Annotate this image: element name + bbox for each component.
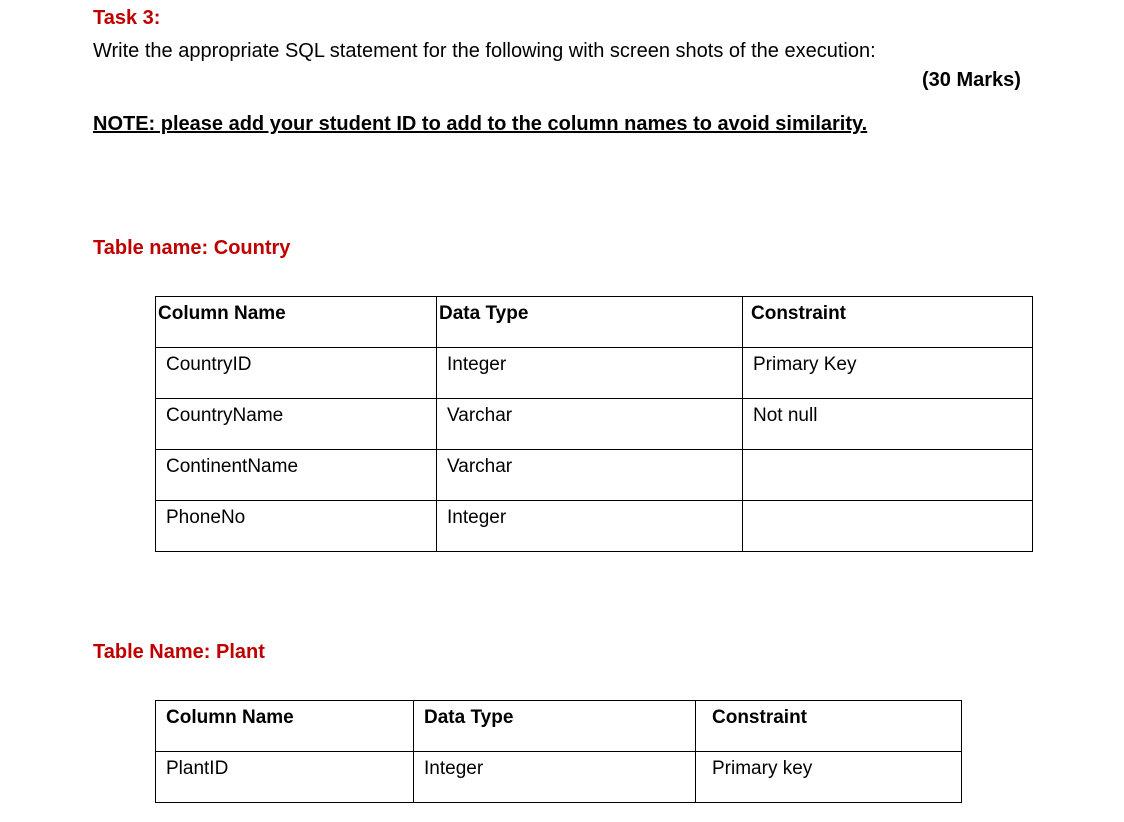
header-cell: Column Name bbox=[156, 701, 414, 752]
table-cell: Primary key bbox=[696, 752, 962, 803]
table-row bbox=[156, 399, 1033, 450]
table-cell: Primary Key bbox=[743, 348, 1033, 399]
table-cell: ContinentName bbox=[156, 450, 437, 501]
country-table bbox=[155, 296, 1033, 552]
table-header-row bbox=[156, 297, 1033, 348]
table-cell: Integer bbox=[437, 501, 743, 552]
header-cell: Data Type bbox=[437, 297, 743, 348]
header-cell: Column Name bbox=[156, 297, 437, 348]
table-row bbox=[156, 450, 1033, 501]
note-text: NOTE: please add your student ID to add to the column names to avoid similarity. bbox=[93, 113, 868, 135]
task-title: Task 3: bbox=[93, 7, 161, 29]
country-table-title: Table name: Country bbox=[93, 237, 291, 259]
plant-table bbox=[155, 700, 962, 803]
table-cell bbox=[743, 450, 1033, 501]
table-cell: PlantID bbox=[156, 752, 414, 803]
table-cell bbox=[743, 501, 1033, 552]
table-header-row bbox=[156, 701, 962, 752]
table-cell: Integer bbox=[414, 752, 696, 803]
table-cell: PhoneNo bbox=[156, 501, 437, 552]
marks-label: (30 Marks) bbox=[922, 69, 1021, 91]
task-instruction: Write the appropriate SQL statement for the following with screen shots of the execution: bbox=[93, 40, 876, 62]
table-cell: CountryName bbox=[156, 399, 437, 450]
plant-table-title: Table Name: Plant bbox=[93, 641, 265, 663]
header-cell: Constraint bbox=[743, 297, 1033, 348]
table-cell: Varchar bbox=[437, 399, 743, 450]
table-cell: Integer bbox=[437, 348, 743, 399]
table-row bbox=[156, 501, 1033, 552]
table-row bbox=[156, 752, 962, 803]
header-cell: Constraint bbox=[696, 701, 962, 752]
table-cell: CountryID bbox=[156, 348, 437, 399]
table-row bbox=[156, 348, 1033, 399]
header-cell: Data Type bbox=[414, 701, 696, 752]
table-cell: Varchar bbox=[437, 450, 743, 501]
table-cell: Not null bbox=[743, 399, 1033, 450]
